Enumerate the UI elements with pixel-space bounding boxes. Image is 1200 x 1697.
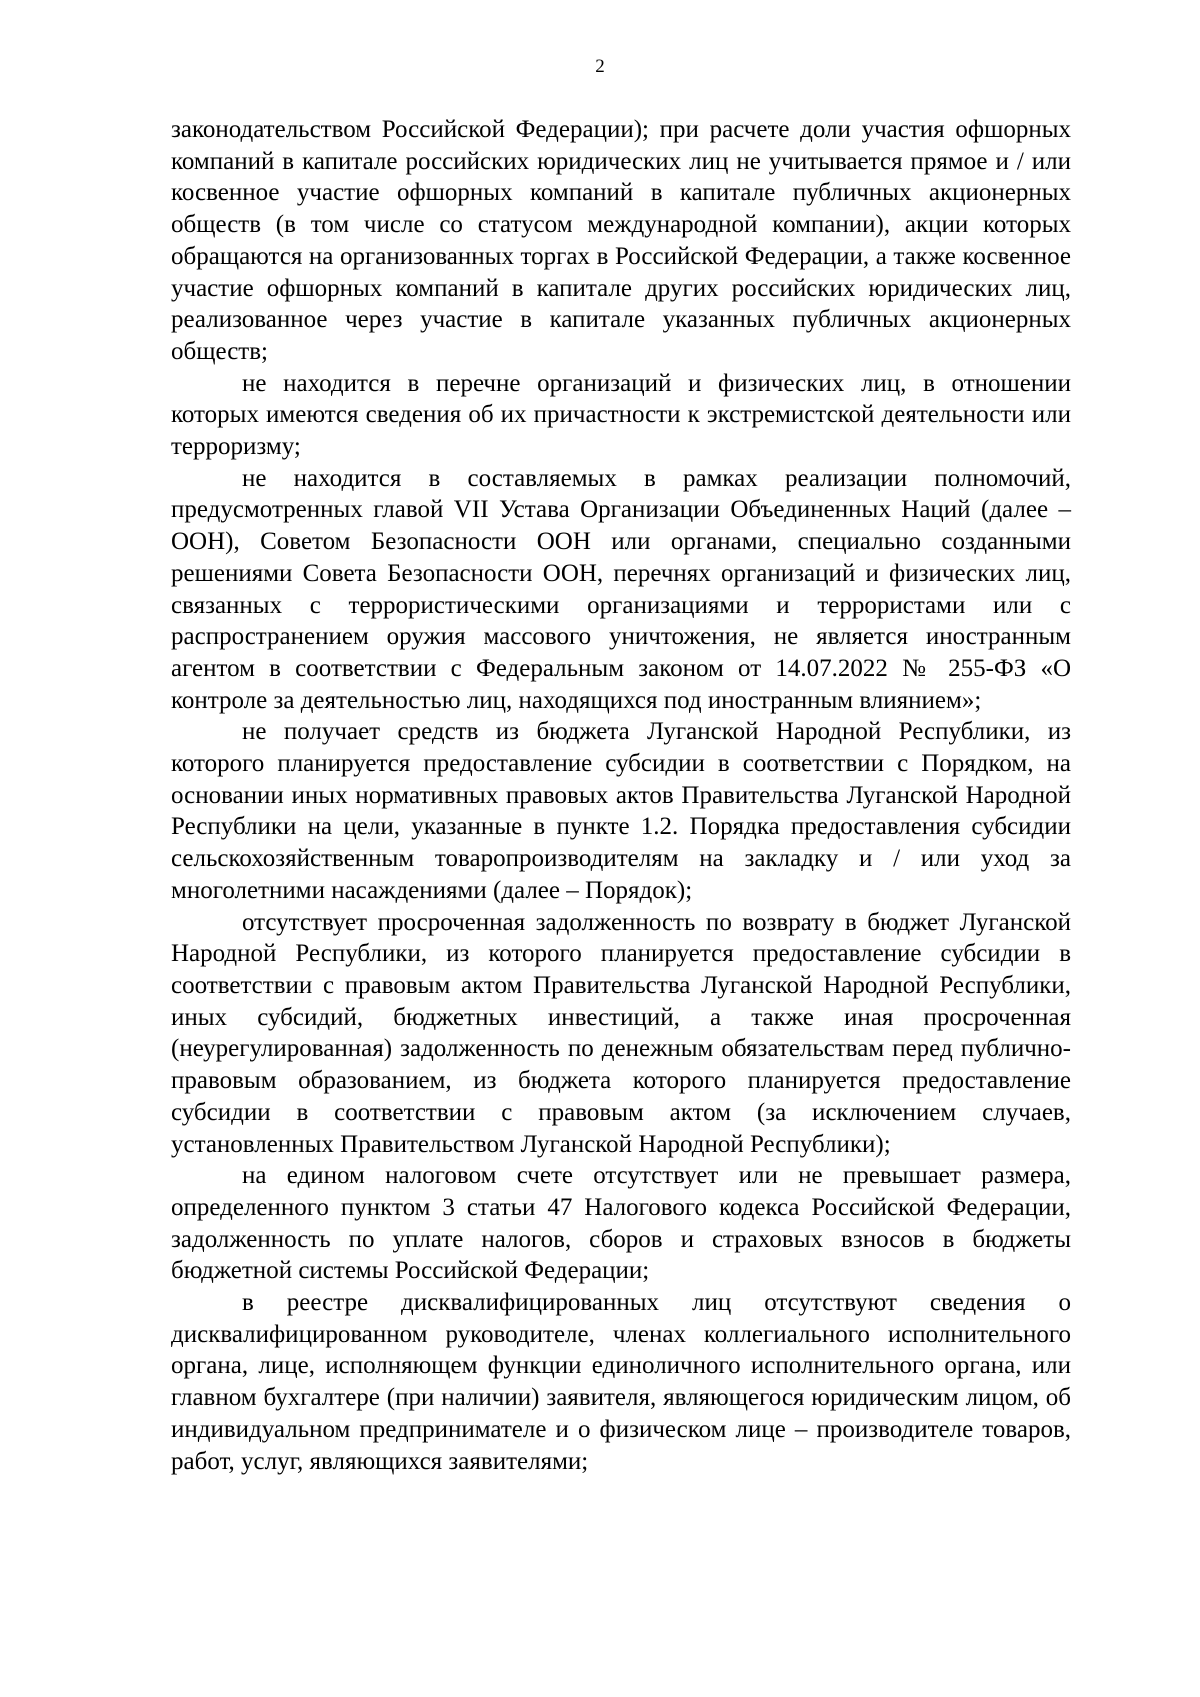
paragraph-un-sanctions-list: не находится в составляемых в рамках реализации полномочий, предусмотренных главой VII Устава Организации Объединенных Наций (далее – ООН), Советом Безопасности ООН или органами, специально созданными решениями Совета Безопасности ООН, перечнях организаций и физических лиц, связанных с террористическими организациями и террористами или с распространением оружия массового уничтожения, не является иностранным агентом в соответствии с Федеральным законом от 14.07.2022 № 255-ФЗ «О контроле за деятельностью лиц, находящихся под иностранным влиянием»; (171, 464, 1071, 714)
paragraph-no-overdue-debt: отсутствует просроченная задолженность по возврату в бюджет Луганской Народной Республики, из которого планируется предоставление субсидии в соответствии с правовым актом Правительства Луганской Народной Республики, иных субсидий, бюджетных инвестиций, а также иная просроченная (неурегулированная) задолженность по денежным обязательствам перед публично-правовым образованием, из бюджета которого планируется предоставление субсидии в соответствии с правовым актом (за исключением случаев, установленных Правительством Луганской Народной Республики); (171, 908, 1071, 1158)
paragraph-extremism-list: не находится в перечне организаций и физических лиц, в отношении которых имеются сведения об их причастности к экстремистской деятельности или терроризму; (171, 369, 1071, 461)
paragraph-no-budget-funds: не получает средств из бюджета Луганской Народной Республики, из которого планируется предоставление субсидии в соответствии с Порядком, на основании иных нормативных правовых актов Правительства Луганской Народной Республики на цели, указанные в пункте 1.2. Порядка предоставления субсидии сельскохозяйственным товаропроизводителям на закладку и / или уход за многолетними насаждениями (далее – Порядок); (171, 718, 1071, 904)
document-body (171, 114, 1071, 1477)
paragraph-offshore-continuation: законодательством Российской Федерации); при расчете доли участия офшорных компаний в капитале российских юридических лиц не учитывается прямое и / или косвенное участие офшорных компаний в капитале публичных акционерных обществ (в том числе со статусом международной компании), акции которых обращаются на организованных торгах в Российской Федерации, а также косвенное участие офшорных компаний в капитале других российских юридических лиц, реализованное через участие в капитале указанных публичных акционерных обществ; (171, 116, 1071, 365)
paragraph-tax-account: на едином налоговом счете отсутствует или не превышает размера, определенного пунктом 3 статьи 47 Налогового кодекса Российской Федерации, задолженность по уплате налогов, сборов и страховых взносов в бюджеты бюджетной системы Российской Федерации; (171, 1162, 1071, 1285)
page-number: 2 (595, 56, 605, 77)
paragraph-disqualified-persons: в реестре дисквалифицированных лиц отсутствуют сведения о дисквалифицированном руководителе, членах коллегиального исполнительного органа, лице, исполняющем функции единоличного исполнительного органа, или главном бухгалтере (при наличии) заявителя, являющегося юридическим лицом, об индивидуальном предпринимателе и о физическом лице – производителе товаров, работ, услуг, являющихся заявителями; (171, 1289, 1071, 1475)
